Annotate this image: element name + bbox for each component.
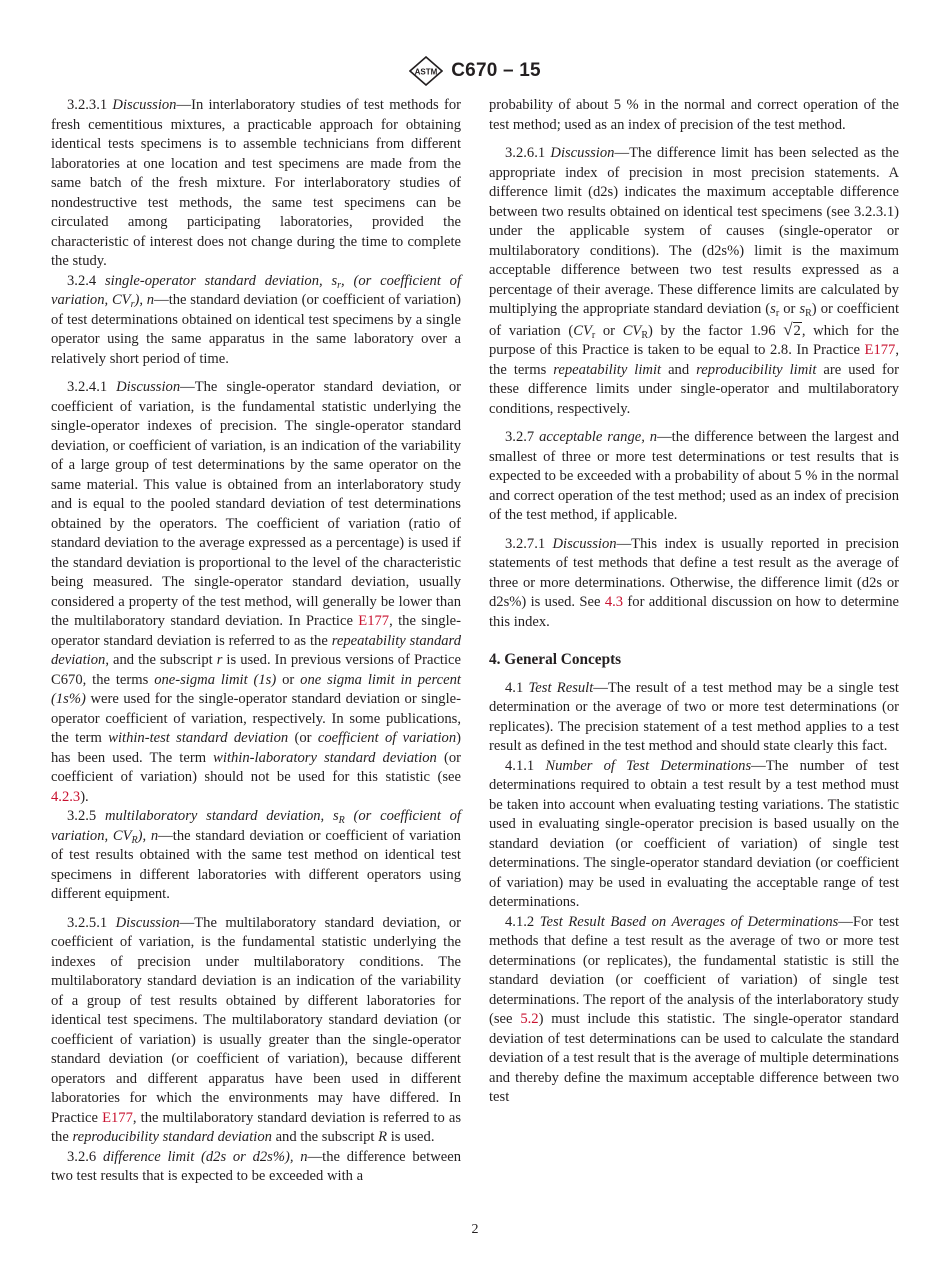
para-3-2-5: 3.2.5 multilaboratory standard deviation, $s_R$ (or coefficient of variation, $CV_R$), n—the standard deviation or coefficient of variation of test results obtained with the same test method on identical test specimens in different laboratories with different operators using different equipment. bbox=[51, 808, 461, 902]
page-number: 2 bbox=[471, 1222, 479, 1237]
para-3-2-5-1: 3.2.5.1 Discussion—The multilaboratory standard deviation, or coefficient of variation, is the fundamental statistic underlying the indexes of precision under multilaboratory conditions. The multilaboratory standard deviation is an indication of the variability of a group of test results obtained by different laboratories for identical test specimens. The multilaboratory standard deviation (or coefficient of variation) is usually greater than the single-operator standard deviation (or coefficient of variation), because different operators and different apparatus have been used in different laboratories for which the environments may have differed. In Practice E177, the multilaboratory standard deviation is referred to as the reproducibility standard deviation and the subscript R is used. bbox=[51, 914, 461, 1145]
page-header bbox=[0, 56, 950, 86]
para-3-2-4-1: 3.2.4.1 Discussion—The single-operator standard deviation, or coefficient of variation, is the fundamental statistic underlying the single-operator indexes of precision. The single-operator standard deviation, or coefficient of variation, is an indication of the variability of a large group of test determinations by the same operator on the same material. This value is obtained from an interlaboratory study and is equal to the pooled standard deviation of test determinations obtained by the operators. The coefficient of variation (ratio of standard deviation to the average expressed as a percentage) is used if the standard deviation is proportional to the level of the characteristic being measured. The single-operator standard deviation, usually considered a property of the test method, will generally be lower than the multilaboratory standard deviation. In Practice E177, the single-operator standard deviation is referred to as the repeatability standard deviation, and the subscript r is used. In previous versions of Practice C670, the terms one-sigma limit (1s) or one sigma limit in percent (1s%) were used for the single-operator standard deviation or single-operator coefficient of variation, respectively. In some publications, the term within-test standard deviation (or coefficient of variation) has been used. The term within-laboratory standard deviation (or coefficient of variation) should not be used for this statistic (see 4.2.3). bbox=[51, 379, 462, 805]
left-column bbox=[51, 96, 461, 1187]
link-4-2-3[interactable]: 4.2.3 bbox=[51, 788, 81, 805]
link-e177[interactable]: E177 bbox=[102, 1109, 133, 1126]
para-3-2-7-1: 3.2.7.1 Discussion—This index is usually reported in precision statements of test methods that define a test result as the average of three or more determinations. Otherwise, the difference limit (d2s or d2s%) is used. See 4.3 for additional discussion on how to determine this index. bbox=[489, 535, 900, 630]
link-e177[interactable]: E177 bbox=[358, 613, 390, 629]
para-3-2-6: 3.2.6 difference limit (d2s or d2s%), n—the difference between two test results that is expected to be exceeded with a bbox=[51, 1148, 461, 1184]
link-5-2[interactable]: 5.2 bbox=[520, 1011, 539, 1027]
link-e177[interactable]: E177 bbox=[864, 342, 896, 358]
standard-designation: C670 – 15 bbox=[451, 60, 541, 81]
sqrt-two: √2 bbox=[783, 319, 801, 339]
logo-text: ASTM bbox=[414, 67, 438, 77]
para-3-2-3-1: 3.2.3.1 Discussion—In interlaboratory studies of test methods for fresh cementitious mixtures, a practicable approach for obtaining identical tests specimens is to assemble technicians from different laboratories at one location and test specimens are made from the same batch of the fresh mixture. For interlaboratory studies of nondestructive test methods, the same test specimens can be circulated among participating laboratories, provided the characteristic of interest does not change during the time to complete the study. bbox=[51, 97, 461, 269]
para-4-1-1: 4.1.1 Number of Test Determinations—The number of test determinations required to obtain a test result by a test method must be taken into account when evaluating testing variations. The statistic used in evaluating single-operator precision is based usually on the standard deviation (or coefficient of variation) of single test determinations. The single-operator standard deviation (or coefficient of variation) may be used in evaluating the acceptable range of test determinations. bbox=[489, 757, 900, 910]
para-4-1-2: 4.1.2 Test Result Based on Averages of Determinations—For test methods that define a test result as the average of two or more test determinations (or replicates), the fundamental statistic is still the standard deviation (or coefficient of variation) of single test determinations. The report of the analysis of the interlaboratory study (see 5.2) must include this statistic. The single-operator standard deviation of test determinations can be used to calculate the standard deviation of a test result that is the average of multiple determinations and thereby define the maximum acceptable difference between two test bbox=[489, 913, 899, 1105]
link-4-3[interactable]: 4.3 bbox=[604, 594, 624, 610]
para-3-2-4: 3.2.4 single-operator standard deviation, $s_r$, (or coefficient of variation, $CV_r$), n—the standard deviation (or coefficient of variation) of test determinations obtained on identical test specimens by a single operator using the same apparatus in the same laboratory over a relatively short period of time. bbox=[51, 272, 462, 367]
right-column bbox=[489, 96, 899, 1108]
para-3-2-6-1: 3.2.6.1 Discussion—The difference limit has been selected as the appropriate index of precision in most precision statements. A difference limit (d2s) indicates the maximum acceptable difference between two results obtained on identical test specimens (see 3.2.3.1) under the applicable system of causes (single-operator or multilaboratory conditions). The (d2s%) limit is the maximum acceptable difference between two test results expressed as a percentage of their average. These difference limits are calculated by multiplying the appropriate standard deviation ($s_r$ or $s_R$) or coefficient of variation ($CV_r$ or $CV_R$) by the factor 1.96 √2, which for the purpose of this Practice is taken to be equal to 2.8. In Practice E177, the terms repeatability limit and reproducibility limit are used for these difference limits under single-operator and multilaboratory conditions, respectively. bbox=[489, 145, 900, 417]
para-3-2-6-continued: probability of about 5 % in the normal and correct operation of the test method; used as an index of precision of the test method. bbox=[489, 97, 899, 133]
section-heading-general-concepts: 4. General Concepts bbox=[489, 651, 622, 668]
para-4-1: 4.1 Test Result—The result of a test method may be a single test determination or the average of two or more test determinations (or replicates). The precision statement of a test method applies to a test result as defined in the test method and should state clearly this fact. bbox=[489, 679, 899, 754]
astm-logo-icon bbox=[409, 56, 443, 86]
para-3-2-7: 3.2.7 acceptable range, n—the difference between the largest and smallest of three or more test determinations or test results that is expected to be exceeded with a probability of about 5 % in the normal and correct operation of the test method; used as an index of precision of the test method, if applicable. bbox=[489, 429, 899, 523]
